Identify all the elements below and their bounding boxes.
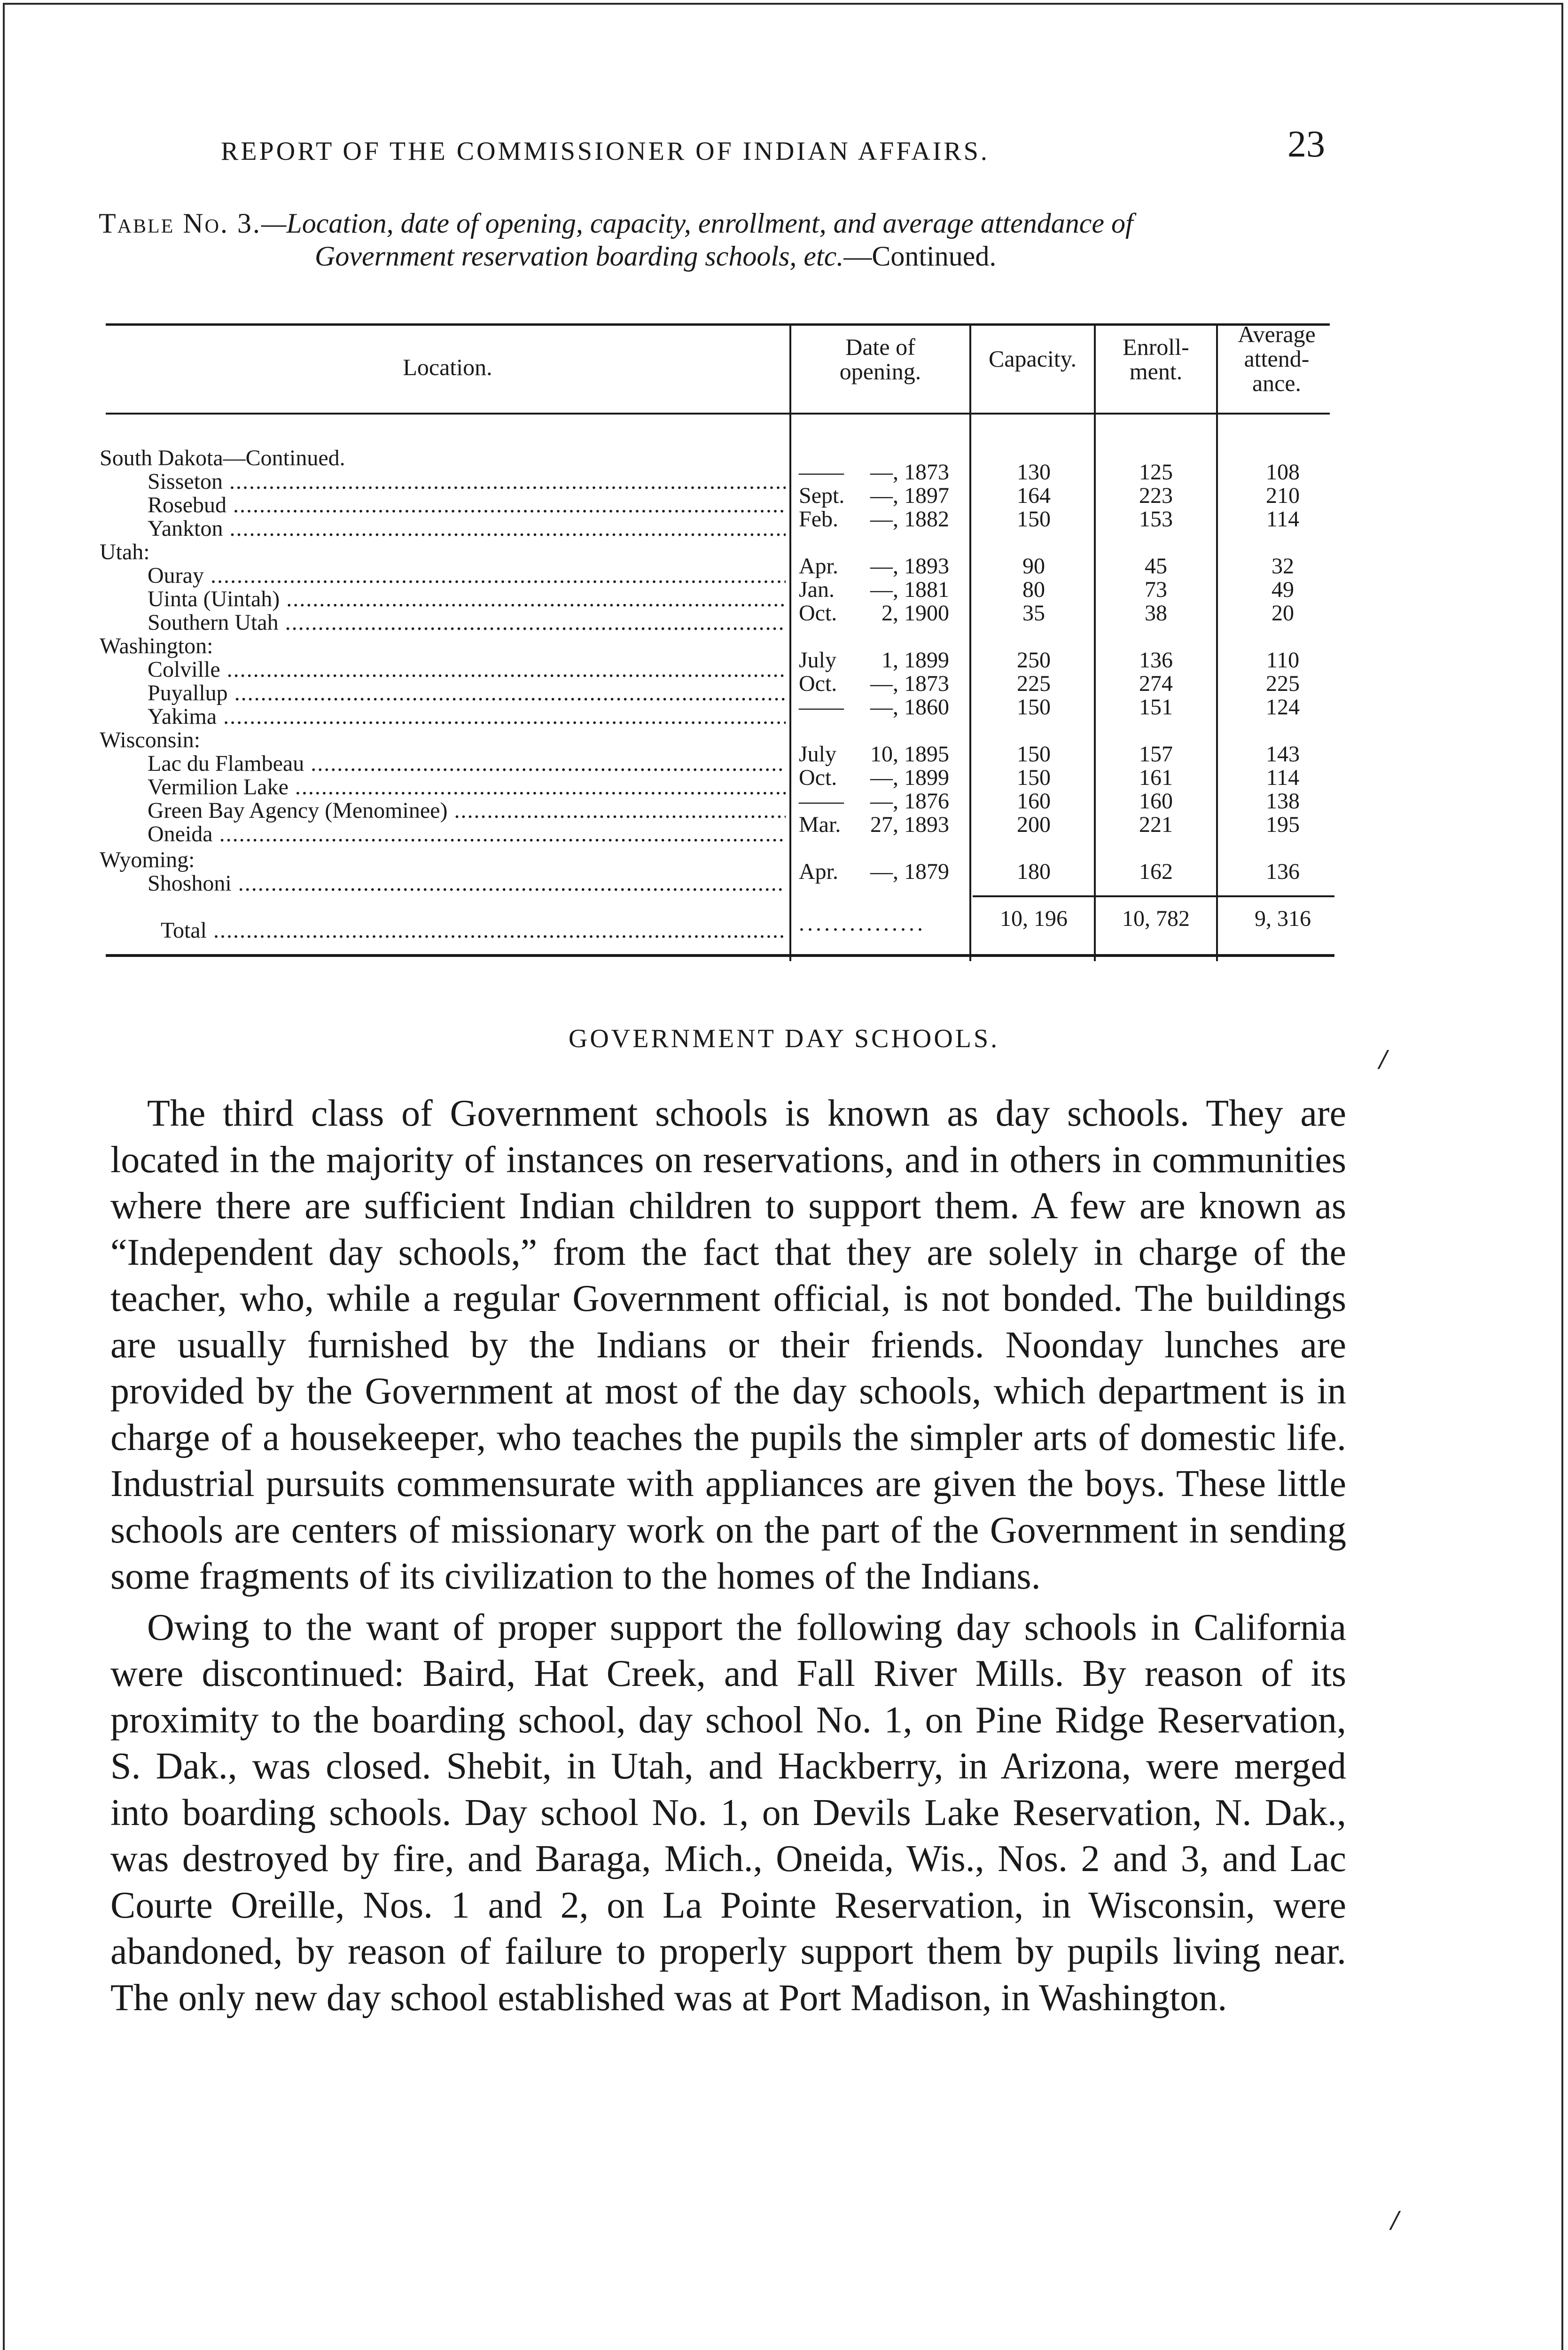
school-name: Green Bay Agency (Menominee) .....	[148, 799, 786, 822]
date-cell: Feb. —, 1882	[799, 507, 949, 532]
caption-line-2: Government reservation boarding schools, etc.	[315, 241, 844, 272]
date-cell: Mar. 27, 1893	[799, 812, 949, 837]
enrollment-cell: 151	[1139, 695, 1173, 720]
capacity-cell: 150	[1017, 507, 1051, 532]
enrollment-cell: 38	[1145, 601, 1167, 626]
school-name: Lac du Flambeau .....	[148, 752, 786, 776]
school-name: Shoshoni .....	[148, 872, 786, 895]
school-name: Ouray .....	[148, 564, 786, 588]
table-bottom-rule	[106, 954, 1334, 957]
page-number: 23	[1287, 124, 1325, 165]
average-cell: 32	[1272, 554, 1294, 579]
enrollment-cell: 221	[1139, 812, 1173, 837]
enrollment-cell: 45	[1145, 554, 1167, 579]
header-average	[1218, 322, 1335, 395]
capacity-cell: 80	[1022, 577, 1045, 602]
school-name: Yakima .....	[148, 705, 786, 728]
table-caption	[99, 207, 1339, 273]
capacity-cell: 35	[1022, 601, 1045, 626]
state-row: Utah:	[100, 540, 150, 564]
enrollment-cell: 153	[1139, 507, 1173, 532]
header-avg-line3: ance.	[1252, 370, 1302, 396]
header-enroll-line2: ment.	[1129, 358, 1183, 384]
total-enrollment: 10, 782	[1122, 906, 1190, 931]
table-top-rule	[106, 323, 1330, 326]
average-cell: 210	[1266, 483, 1300, 508]
paragraph-1: The third class of Government schools is known as day schools. They are located in the majority of instances on reservations, and in others in communities where there are sufficient Indian children to support them. A few are known as “Independent day schools,” from the fact that they are solely in charge of the teacher, who, while a regular Government official, is not bonded. The buildings are usually furnished by the Indians or their friends. Noonday lunches are provided by the Government at most of the day schools, which department is in charge of a housekeeper, who teaches the pupils the simpler arts of domestic life. Industrial pursuits commensurate with appliances are given the boys. These little schools are centers of missionary work on the part of the Government in sending some fragments of its civilization to the homes of the Indians.	[110, 1093, 1346, 1597]
capacity-cell: 150	[1017, 765, 1051, 790]
total-average: 9, 316	[1255, 906, 1311, 931]
date-cell: July 10, 1895	[799, 742, 949, 767]
capacity-cell: 250	[1017, 648, 1051, 673]
school-name: Sisseton .....	[148, 470, 786, 494]
table-label: Table No. 3.	[99, 208, 261, 239]
header-location: Location.	[403, 354, 492, 380]
header-avg-line2: attend-	[1244, 345, 1310, 372]
school-name: Oneida .....	[148, 822, 786, 846]
header-enrollment	[1096, 335, 1216, 384]
average-cell: 114	[1266, 765, 1300, 790]
capacity-cell: 180	[1017, 859, 1051, 884]
margin-mark: /	[1379, 1044, 1387, 1075]
enrollment-cell: 160	[1139, 789, 1173, 814]
average-cell: 136	[1266, 859, 1300, 884]
total-label: Total .....	[161, 919, 786, 942]
header-date-line2: opening.	[839, 358, 921, 384]
average-cell: 20	[1272, 601, 1294, 626]
margin-mark: /	[1391, 2205, 1399, 2236]
body-text	[110, 1090, 1346, 2021]
header-date	[791, 335, 969, 384]
header-date-line1: Date of	[845, 334, 915, 360]
enrollment-cell: 136	[1139, 648, 1173, 673]
date-cell: July 1, 1899	[799, 648, 949, 673]
total-capacity: 10, 196	[1000, 906, 1068, 931]
school-name: Uinta (Uintah) .....	[148, 588, 786, 611]
date-cell: Apr. —, 1893	[799, 554, 949, 579]
capacity-cell: 150	[1017, 695, 1051, 720]
col-divider-2	[969, 323, 971, 961]
average-cell: 110	[1266, 648, 1300, 673]
state-row: Washington:	[100, 634, 213, 658]
total-rule	[973, 895, 1334, 897]
average-cell: 49	[1272, 577, 1294, 602]
date-cell: —— —, 1876	[799, 789, 949, 814]
school-name: Rosebud .....	[148, 494, 786, 517]
state-row: Wisconsin:	[100, 728, 201, 752]
table-header-rule	[106, 413, 1330, 415]
school-name: Southern Utah .....	[148, 611, 786, 634]
capacity-cell: 130	[1017, 460, 1051, 485]
date-cell: Oct. 2, 1900	[799, 601, 949, 626]
date-cell: Jan. —, 1881	[799, 577, 949, 602]
header-enroll-line1: Enroll-	[1123, 334, 1189, 360]
school-name: Puyallup .....	[148, 682, 786, 705]
enrollment-cell: 125	[1139, 460, 1173, 485]
average-cell: 225	[1266, 671, 1300, 696]
section-title: GOVERNMENT DAY SCHOOLS.	[568, 1024, 1000, 1053]
total-date-cell: ...............	[799, 911, 926, 936]
school-name: Yankton .....	[148, 517, 786, 540]
running-head: REPORT OF THE COMMISSIONER OF INDIAN AFFAIRS.	[221, 137, 990, 166]
enrollment-cell: 161	[1139, 765, 1173, 790]
date-cell: —— —, 1873	[799, 460, 949, 485]
capacity-cell: 225	[1017, 671, 1051, 696]
average-cell: 114	[1266, 507, 1300, 532]
state-row: Wyoming:	[100, 848, 195, 872]
capacity-cell: 160	[1017, 789, 1051, 814]
average-cell: 108	[1266, 460, 1300, 485]
col-divider-1	[789, 323, 791, 961]
caption-line-1: —Location, date of opening, capacity, enrollment, and average attendance of	[261, 208, 1133, 239]
date-cell: —— —, 1860	[799, 695, 949, 720]
caption-suffix: —Continued.	[843, 241, 997, 272]
enrollment-cell: 73	[1145, 577, 1167, 602]
col-divider-4	[1216, 323, 1218, 961]
enrollment-cell: 274	[1139, 671, 1173, 696]
date-cell: Oct. —, 1899	[799, 765, 949, 790]
average-cell: 143	[1266, 742, 1300, 767]
col-divider-3	[1094, 323, 1096, 961]
capacity-cell: 164	[1017, 483, 1051, 508]
enrollment-cell: 157	[1139, 742, 1173, 767]
school-name: Vermilion Lake .....	[148, 776, 786, 799]
state-row: South Dakota—Continued.	[100, 446, 345, 470]
average-cell: 195	[1266, 812, 1300, 837]
average-cell: 138	[1266, 789, 1300, 814]
paragraph-2: Owing to the want of proper support the following day schools in California were discontinued: Baird, Hat Creek, and Fall River Mills. By reason of its proximity to the boarding school, day school No. 1, on Pine Ridge Reservation, S. Dak., was closed. Shebit, in Utah, and Hackberry, in Arizona, were merged into boarding schools. Day school No. 1, on Devils Lake Reservation, N. Dak., was destroyed by fire, and Baraga, Mich., Oneida, Wis., Nos. 2 and 3, and Lac Courte Oreille, Nos. 1 and 2, on La Pointe Reservation, in Wisconsin, were abandoned, by reason of failure to properly support them by pupils living near. The only new day school established was at Port Madison, in Washington.	[110, 1606, 1346, 2019]
average-cell: 124	[1266, 695, 1300, 720]
date-cell: Oct. —, 1873	[799, 671, 949, 696]
header-capacity: Capacity.	[989, 345, 1077, 372]
date-cell: Sept. —, 1897	[799, 483, 949, 508]
enrollment-cell: 162	[1139, 859, 1173, 884]
capacity-cell: 200	[1017, 812, 1051, 837]
capacity-cell: 90	[1022, 554, 1045, 579]
school-name: Colville .....	[148, 658, 786, 682]
enrollment-cell: 223	[1139, 483, 1173, 508]
capacity-cell: 150	[1017, 742, 1051, 767]
header-avg-line1: Average	[1238, 321, 1316, 347]
date-cell: Apr. —, 1879	[799, 859, 949, 884]
